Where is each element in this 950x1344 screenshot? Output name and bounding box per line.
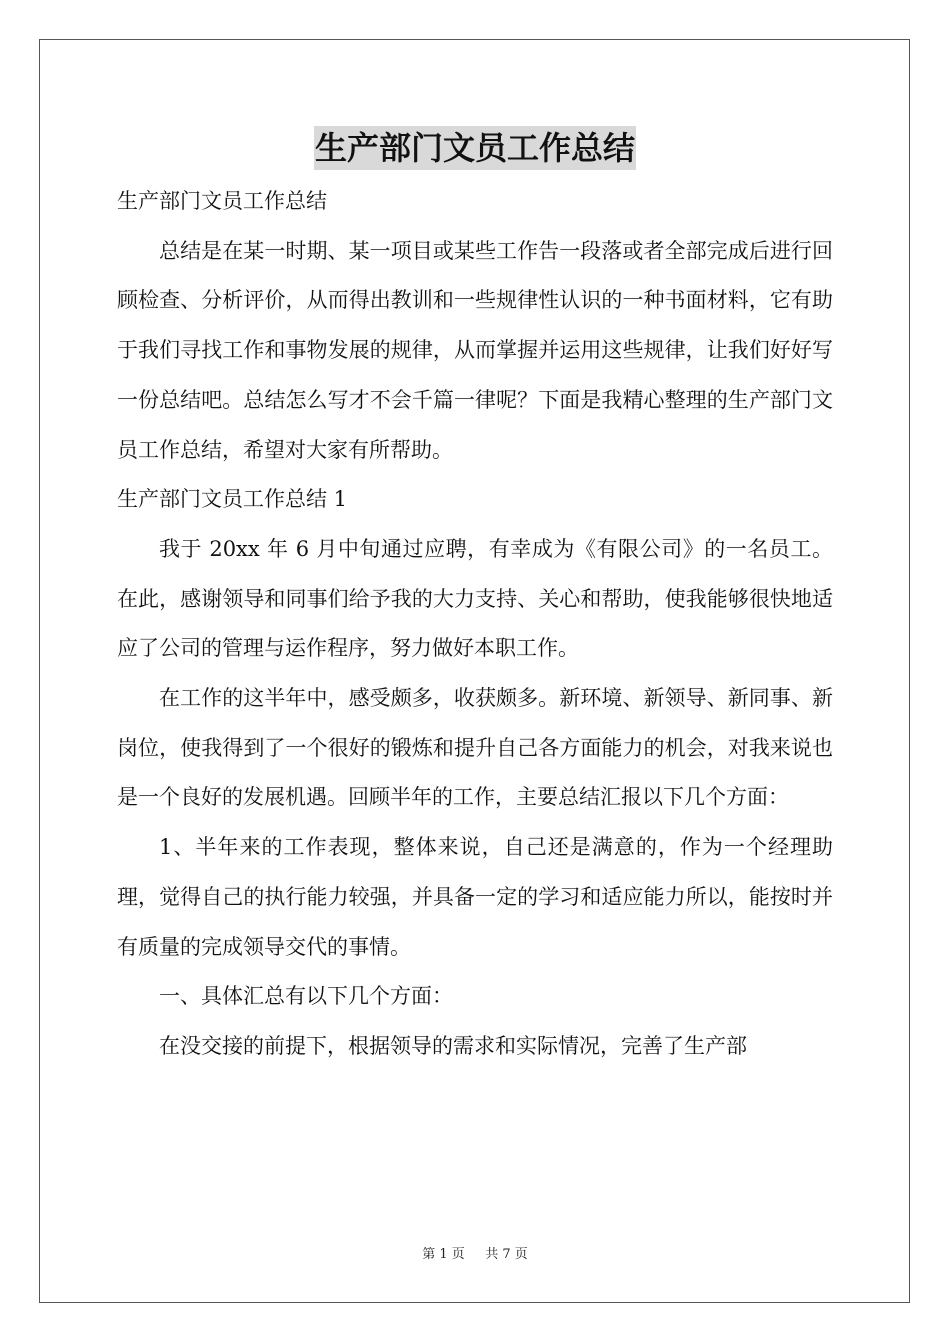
body-paragraph-5: 在没交接的前提下，根据领导的需求和实际情况，完善了生产部: [159, 1033, 747, 1058]
body-paragraph-1: 我于 20xx 年 6 月中旬通过应聘，有幸成为《有限公司》的一名员工。在此，感谢领导和同事们给予我的大力支持、关心和帮助，使我能够很快地适应了公司的管理与运作程序，努力做好本职工作。: [117, 536, 833, 661]
page-footer: [0, 1245, 950, 1265]
body-paragraph-2: 在工作的这半年中，感受颇多，收获颇多。新环境、新领导、新同事、新岗位，使我得到了一个很好的锻炼和提升自己各方面能力的机会，对我来说也是一个良好的发展机遇。回顾半年的工作，主要总结汇报以下几个方面：: [117, 686, 833, 810]
section-heading: 生产部门文员工作总结 1: [117, 487, 348, 512]
body-paragraph-4: 一、具体汇总有以下几个方面：: [159, 984, 453, 1009]
title-container: [0, 126, 950, 170]
document-subtitle: 生产部门文员工作总结: [117, 189, 327, 213]
body-paragraph-3: 1、半年来的工作表现，整体来说，自己还是满意的，作为一个经理助理，觉得自己的执行能力较强，并具备一定的学习和适应能力所以，能按时并有质量的完成领导交代的事情。: [117, 835, 833, 959]
page-total: 共 7 页: [485, 1247, 528, 1262]
page-number: 第 1 页: [422, 1247, 465, 1262]
document-title: 生产部门文员工作总结: [314, 126, 636, 170]
intro-paragraph: 总结是在某一时期、某一项目或某些工作告一段落或者全部完成后进行回顾检查、分析评价，从而得出教训和一些规律性认识的一种书面材料，它有助于我们寻找工作和事物发展的规律，从而掌握并运用这些规律，让我们好好写一份总结吧。总结怎么写才不会千篇一律呢？下面是我精心整理的生产部门文员工作总结，希望对大家有所帮助。: [117, 238, 833, 462]
document-body: [117, 177, 833, 1072]
